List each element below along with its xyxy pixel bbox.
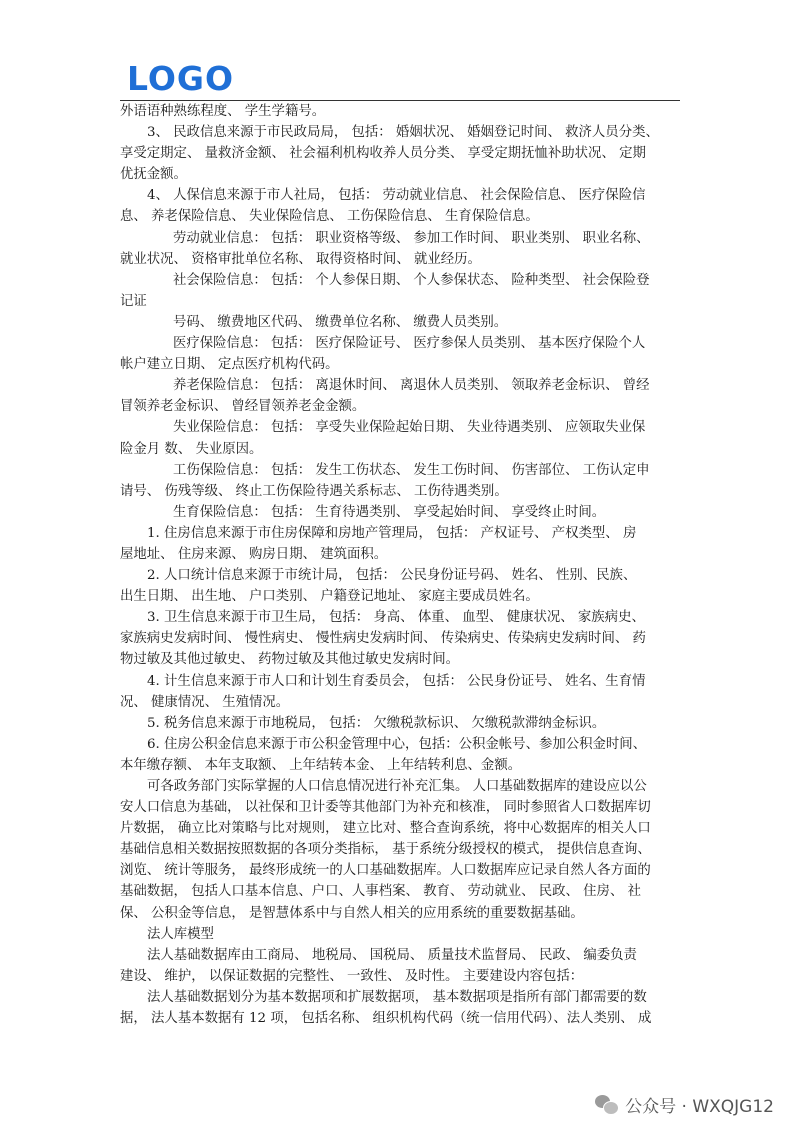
text-line: 请号、 伤残等级、 终止工伤保险待遇关系标志、 工伤待遇类别。	[120, 483, 508, 499]
text-line: 法人基础数据库由工商局、 地税局、 国税局、 质量技术监督局、 民政、 编委负责	[147, 947, 637, 963]
watermark	[595, 1090, 774, 1118]
text-line: 养老保险信息： 包括： 离退休时间、 离退休人员类别、 领取养老金标识、 曾经	[173, 378, 650, 394]
text-line: 记证	[120, 293, 147, 309]
text-line: 保、 公积金等信息， 是智慧体系中与自然人相关的应用系统的重要数据基础。	[120, 905, 584, 921]
text-line: 社会保险信息： 包括： 个人参保日期、 个人参保状态、 险种类型、 社会保险登	[173, 272, 650, 288]
text-line: 浏览、 统计等服务， 最终形成统一的人口基础数据库。人口数据库应记录自然人各方面的	[120, 863, 651, 879]
text-line: 4. 计生信息来源于市人口和计划生育委员会， 包括： 公民身份证号、 姓名、生育情	[147, 673, 646, 689]
text-line: 6. 住房公积金信息来源于市公积金管理中心，包括：公积金帐号、参加公积金时间、	[147, 736, 647, 752]
page-header	[120, 58, 680, 101]
text-line: 安人口信息为基础， 以社保和卫计委等其他部门为补充和核准， 同时参照省人口数据库切	[120, 800, 651, 816]
text-line: 生育保险信息： 包括： 生育待遇类别、 享受起始时间、 享受终止时间。	[173, 504, 606, 520]
text-line: 家族病史发病时间、 慢性病史、 慢性病史发病时间、 传染病史、传染病史发病时间、 药	[120, 631, 646, 647]
text-line: 险金月 数、 失业原因。	[120, 441, 263, 457]
text-line: 屋地址、 住房来源、 购房日期、 建筑面积。	[120, 546, 388, 562]
text-line: 物过敏及其他过敏史、 药物过敏及其他过敏史发病时间。	[120, 652, 460, 668]
text-line: 帐户建立日期、 定点医疗机构代码。	[120, 357, 339, 373]
text-line: 息、 养老保险信息、 失业保险信息、 工伤保险信息、 生育保险信息。	[120, 209, 539, 225]
text-line: 优抚金额。	[120, 167, 187, 183]
text-line: 失业保险信息： 包括： 享受失业保险起始日期、 失业待遇类别、 应领取失业保	[173, 420, 646, 436]
text-line: 1. 住房信息来源于市住房保障和房地产管理局， 包括： 产权证号、 产权类型、 房	[147, 525, 637, 541]
text-line: 3. 卫生信息来源于市卫生局， 包括： 身高、 体重、 血型、 健康状况、 家族病史、	[147, 610, 645, 626]
text-line: 法人基础数据划分为基本数据项和扩展数据项， 基本数据项是指所有部门都需要的数	[147, 989, 647, 1005]
text-line: 况、 健康情况、 生殖情况。	[120, 694, 290, 710]
text-line: 基础数据， 包括人口基本信息、户口、人事档案、 教育、 劳动就业、 民政、 住房、 社	[120, 884, 641, 900]
text-line: 4、 人保信息来源于市人社局， 包括： 劳动就业信息、 社会保险信息、 医疗保险信	[147, 188, 646, 204]
text-line: 3、 民政信息来源于市民政局局， 包括： 婚姻状况、 婚姻登记时间、 救济人员分类、	[147, 125, 659, 141]
text-line: 医疗保险信息： 包括： 医疗保险证号、 医疗参保人员类别、 基本医疗保险个人	[173, 336, 646, 352]
text-line: 工伤保险信息： 包括： 发生工伤状态、 发生工伤时间、 伤害部位、 工伤认定申	[173, 462, 650, 478]
text-line: 片数据， 确立比对策略与比对规则， 建立比对、整合查询系统，将中心数据库的相关人口	[120, 821, 651, 837]
text-line: 劳动就业信息： 包括： 职业资格等级、 参加工作时间、 职业类别、 职业名称、	[173, 230, 650, 246]
text-line: 冒领养老金标识、 曾经冒领养老金金额。	[120, 399, 366, 415]
text-line: 可各政务部门实际掌握的人口信息情况进行补充汇集。 人口基础数据库的建设应以公	[147, 779, 647, 794]
text-line: 就业状况、 资格审批单位名称、 取得资格时间、 就业经历。	[120, 251, 481, 267]
text-line: 外语语种熟练程度、 学生学籍号。	[120, 104, 326, 119]
watermark-text: 公众号 · WXQJG12	[625, 1096, 774, 1117]
text-line: 基础信息相关数据按照数据的各项分类指标， 基于系统分级授权的模式， 提供信息查询、	[120, 842, 651, 858]
text-line: 5. 税务信息来源于市地税局， 包括： 欠缴税款标识、 欠缴税款滞纳金标识。	[147, 715, 606, 731]
text-line: 据， 法人基本数据有 12 项， 包括名称、 组织机构代码（统一信用代码）、法人类别、 成	[120, 1011, 652, 1027]
text-line: 享受定期定、 量救济金额、 社会福利机构收养人员分类、 享受定期抚恤补助状况、 定期	[120, 146, 646, 162]
document-body	[120, 101, 680, 1029]
text-line: 号码、 缴费地区代码、 缴费单位名称、 缴费人员类别。	[173, 314, 508, 330]
logo: LOGO	[127, 59, 235, 98]
wechat-icon	[595, 1093, 617, 1115]
text-line: 2. 人口统计信息来源于市统计局， 包括： 公民身份证号码、 姓名、 性别、民族、	[147, 568, 637, 584]
text-line: 建设、 维护， 以保证数据的完整性、 一致性、 及时性。 主要建设内容包括：	[120, 968, 584, 984]
text-line: 出生日期、 出生地、 户口类别、 户籍登记地址、 家庭主要成员姓名。	[120, 589, 539, 605]
text-line: 本年缴存额、 本年支取额、 上年结转本金、 上年结转利息、金额。	[120, 757, 522, 773]
text-line: 法人库模型	[147, 926, 214, 942]
